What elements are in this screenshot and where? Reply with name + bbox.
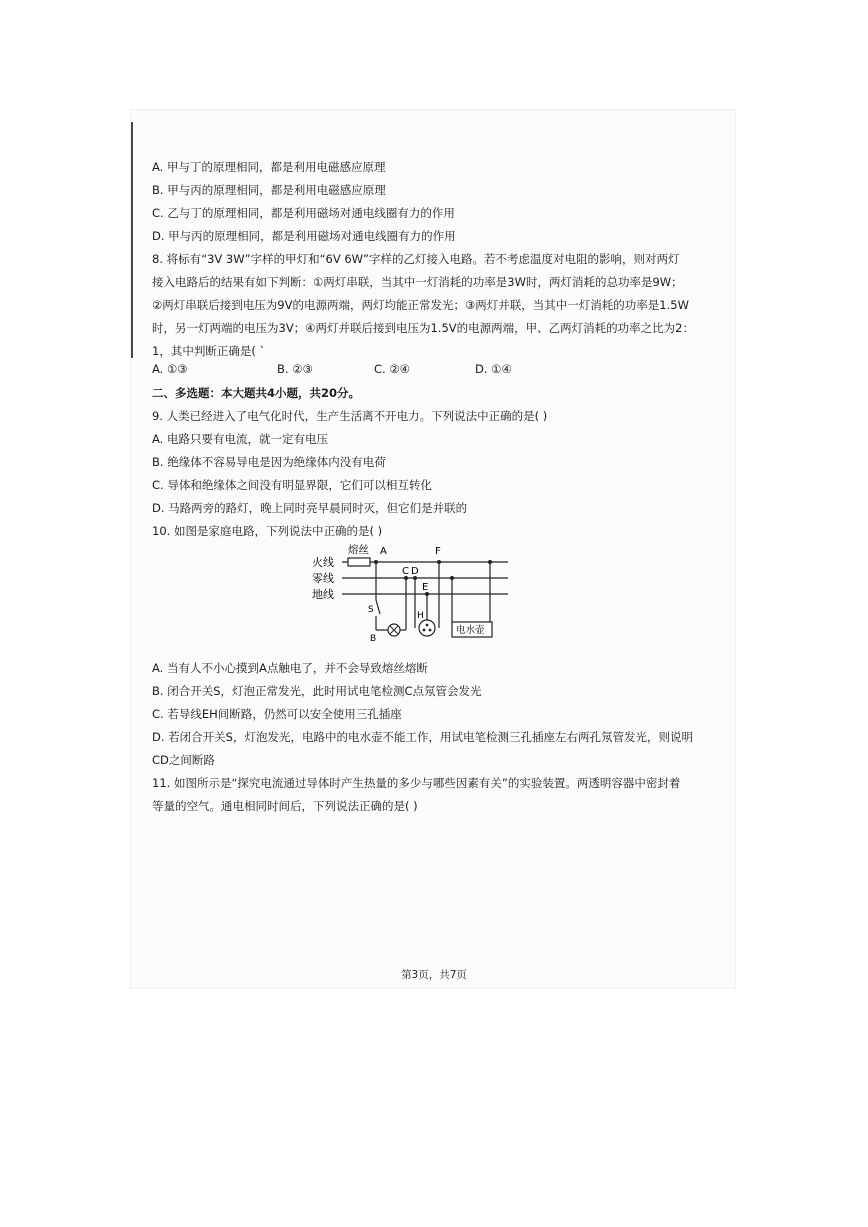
q10-stem: 10. 如图是家庭电路，下列说法中正确的是( ) — [152, 524, 383, 538]
q9-option-d: D. 马路两旁的路灯，晚上同时亮早晨同时灭，但它们是并联的 — [152, 501, 468, 515]
q10-option-a: A. 当有人不小心摸到A点触电了，并不会导致熔丝熔断 — [152, 661, 428, 675]
q8-stem-line-5: 1，其中判断正确是( ` — [152, 344, 266, 358]
q10-option-d-line-1: D. 若闭合开关S，灯泡发光，电路中的电水壶不能工作，用试电笔检测三孔插座左右两孔氖管发光，则说明 — [152, 730, 693, 744]
label-point-c: C — [402, 566, 409, 577]
q11-stem-line-1: 11. 如图所示是“探究电流通过导体时产生热量的多少与哪些因素有关”的实验装置。两透明容器中密封着 — [152, 776, 681, 790]
q9-stem: 9. 人类已经进入了电气化时代，生产生活离不开电力。下列说法中正确的是( ) — [152, 409, 548, 423]
q7-option-a: A. 甲与丁的原理相同，都是利用电磁感应原理 — [152, 160, 386, 174]
junction-f — [437, 560, 441, 564]
q8-stem-line-3: ②两灯串联后接到电压为9V的电源两端，两灯均能正常发光；③两灯并联，当其中一灯消耗的功率是1.5W — [152, 298, 689, 312]
label-zero-wire: 零线 — [312, 572, 334, 585]
label-point-a: A — [380, 546, 387, 557]
socket-hole-left — [423, 629, 426, 632]
three-hole-socket — [419, 620, 435, 636]
q7-option-b: B. 甲与丙的原理相同，都是利用电磁感应原理 — [152, 183, 386, 197]
label-point-f: F — [435, 546, 441, 557]
label-switch-s: S — [368, 605, 374, 615]
label-point-d: D — [411, 566, 419, 577]
q10-option-c: C. 若导线EH间断路，仍然可以安全使用三孔插座 — [152, 707, 402, 721]
switch-s — [376, 600, 380, 614]
socket-hole-top — [426, 624, 429, 627]
q8-option-c: C. ②④ — [374, 362, 410, 376]
socket-hole-right — [429, 629, 432, 632]
q9-option-c: C. 导体和绝缘体之间没有明显界限，它们可以相互转化 — [152, 478, 432, 492]
label-ground-wire: 地线 — [312, 588, 334, 601]
binding-edge — [131, 122, 133, 358]
q9-option-b: B. 绝缘体不容易导电是因为绝缘体内没有电荷 — [152, 455, 386, 469]
q8-option-a: A. ①③ — [152, 362, 188, 376]
junction-kettle-zero — [450, 576, 454, 580]
page-footer: 第3页，共7页 — [401, 969, 467, 981]
label-fire-wire: 火线 — [312, 556, 334, 569]
q8-option-b: B. ②③ — [277, 362, 313, 376]
q9-option-a: A. 电路只要有电流，就一定有电压 — [152, 432, 328, 446]
household-circuit-diagram — [300, 540, 530, 645]
q8-stem-line-4: 时，另一灯两端的电压为3V；④两灯并联后接到电压为1.5V的电源两端，甲、乙两灯消耗的功率之比为2： — [152, 321, 694, 335]
section-title: 二、多选题：本大题共4小题，共20分。 — [152, 386, 361, 400]
label-kettle: 电水壶 — [456, 625, 485, 636]
junction-kettle-fire — [488, 560, 492, 564]
label-fuse: 熔丝 — [348, 544, 369, 556]
q11-stem-line-2: 等量的空气。通电相同时间后，下列说法正确的是( ) — [152, 799, 418, 813]
q7-option-c: C. 乙与丁的原理相同，都是利用磁场对通电线圈有力的作用 — [152, 206, 455, 220]
label-point-b: B — [370, 634, 377, 644]
label-point-h: H — [417, 611, 424, 621]
q7-option-d: D. 甲与丙的原理相同，都是利用磁场对通电线圈有力的作用 — [152, 229, 456, 243]
q10-option-d-line-2: CD之间断路 — [152, 753, 215, 767]
q10-option-b: B. 闭合开关S，灯泡正常发光，此时用试电笔检测C点氖管会发光 — [152, 684, 482, 698]
q8-option-d: D. ①④ — [475, 362, 512, 376]
q8-stem-line-2: 接入电路后的结果有如下判断：①两灯串联，当其中一灯消耗的功率是3W时，两灯消耗的总功率是9W； — [152, 275, 683, 289]
fuse-box — [348, 558, 370, 566]
junction-a — [374, 560, 378, 564]
q8-stem-line-1: 8. 将标有“3V 3W”字样的甲灯和“6V 6W”字样的乙灯接入电路。若不考虑温度对电阻的影响，则对两灯 — [152, 252, 680, 266]
label-point-e: E — [422, 582, 429, 593]
